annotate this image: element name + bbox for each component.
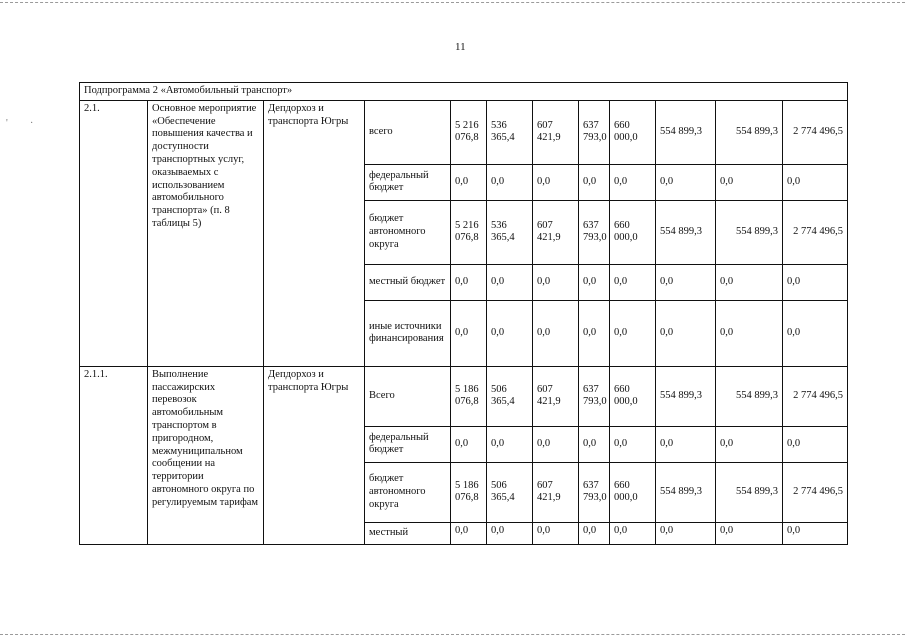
value-cell: 0,0 xyxy=(451,300,487,366)
funding-source: иные источники финансирования xyxy=(365,300,451,366)
funding-source: бюджет автономного округа xyxy=(365,200,451,264)
value-cell: 536 365,4 xyxy=(487,200,533,264)
value-cell: 554 899,3 xyxy=(656,100,716,164)
value-cell: 2 774 496,5 xyxy=(783,366,848,426)
measure-name: Основное мероприятие «Обеспечение повышения качества и доступности транспортных услуг, оказываемых с использованием автомобильного транспорта» (п. 8 таблицы 5) xyxy=(148,100,264,366)
value-cell: 554 899,3 xyxy=(656,366,716,426)
value-cell: 2 774 496,5 xyxy=(783,462,848,522)
value-cell: 0,0 xyxy=(487,164,533,200)
value-cell: 0,0 xyxy=(656,522,716,544)
measure-name: Выполнение пассажирских перевозок автомобильным транспортом в пригородном, межмуниципальном сообщении на территории автономного округа по регулируемым тарифам xyxy=(148,366,264,544)
value-cell: 0,0 xyxy=(716,426,783,462)
funding-source: федеральный бюджет xyxy=(365,164,451,200)
value-cell: 0,0 xyxy=(533,264,579,300)
value-cell: 660 000,0 xyxy=(610,100,656,164)
value-cell: 0,0 xyxy=(783,426,848,462)
value-cell: 0,0 xyxy=(783,264,848,300)
measure-executor: Депдорхоз и транспорта Югры xyxy=(264,100,365,366)
value-cell: 660 000,0 xyxy=(610,200,656,264)
value-cell: 637 793,0 xyxy=(579,366,610,426)
subprogram-row xyxy=(80,83,848,101)
value-cell: 554 899,3 xyxy=(656,462,716,522)
value-cell: 5 186 076,8 xyxy=(451,366,487,426)
value-cell: 2 774 496,5 xyxy=(783,200,848,264)
value-cell: 0,0 xyxy=(487,522,533,544)
value-cell: 0,0 xyxy=(579,522,610,544)
scan-mark: ' xyxy=(6,118,8,129)
value-cell: 536 365,4 xyxy=(487,100,533,164)
value-cell: 0,0 xyxy=(716,264,783,300)
table-row xyxy=(80,366,848,426)
value-cell: 0,0 xyxy=(533,164,579,200)
value-cell: 607 421,9 xyxy=(533,462,579,522)
value-cell: 607 421,9 xyxy=(533,100,579,164)
value-cell: 0,0 xyxy=(451,522,487,544)
value-cell: 5 216 076,8 xyxy=(451,100,487,164)
page-number: 11 xyxy=(455,41,466,53)
bottom-scan-edge xyxy=(0,634,905,635)
value-cell: 637 793,0 xyxy=(579,200,610,264)
value-cell: 0,0 xyxy=(656,264,716,300)
value-cell: 0,0 xyxy=(610,426,656,462)
value-cell: 5 216 076,8 xyxy=(451,200,487,264)
value-cell: 0,0 xyxy=(656,300,716,366)
measure-code: 2.1.1. xyxy=(80,366,148,544)
value-cell: 0,0 xyxy=(487,264,533,300)
value-cell: 0,0 xyxy=(716,164,783,200)
value-cell: 5 186 076,8 xyxy=(451,462,487,522)
scan-mark: · xyxy=(30,118,34,129)
value-cell: 0,0 xyxy=(533,300,579,366)
value-cell: 554 899,3 xyxy=(716,100,783,164)
value-cell: 0,0 xyxy=(656,426,716,462)
subprogram-title: Подпрограмма 2 «Автомобильный транспорт» xyxy=(80,83,848,101)
value-cell: 0,0 xyxy=(533,426,579,462)
value-cell: 0,0 xyxy=(783,164,848,200)
value-cell: 554 899,3 xyxy=(656,200,716,264)
value-cell: 0,0 xyxy=(610,264,656,300)
value-cell: 660 000,0 xyxy=(610,462,656,522)
funding-source: местный бюджет xyxy=(365,264,451,300)
value-cell: 554 899,3 xyxy=(716,366,783,426)
value-cell: 506 365,4 xyxy=(487,462,533,522)
top-scan-edge xyxy=(0,2,905,3)
funding-source: всего xyxy=(365,100,451,164)
value-cell: 0,0 xyxy=(451,426,487,462)
value-cell: 554 899,3 xyxy=(716,462,783,522)
value-cell: 506 365,4 xyxy=(487,366,533,426)
value-cell: 554 899,3 xyxy=(716,200,783,264)
funding-source: федеральный бюджет xyxy=(365,426,451,462)
value-cell: 607 421,9 xyxy=(533,200,579,264)
value-cell: 0,0 xyxy=(533,522,579,544)
value-cell: 0,0 xyxy=(579,164,610,200)
value-cell: 0,0 xyxy=(451,164,487,200)
value-cell: 0,0 xyxy=(716,300,783,366)
financing-table xyxy=(79,82,848,545)
value-cell: 0,0 xyxy=(783,300,848,366)
value-cell: 637 793,0 xyxy=(579,462,610,522)
value-cell: 0,0 xyxy=(451,264,487,300)
table-row xyxy=(80,100,848,164)
value-cell: 0,0 xyxy=(487,426,533,462)
value-cell: 0,0 xyxy=(579,426,610,462)
value-cell: 660 000,0 xyxy=(610,366,656,426)
value-cell: 0,0 xyxy=(783,522,848,544)
measure-executor: Депдорхоз и транспорта Югры xyxy=(264,366,365,544)
value-cell: 637 793,0 xyxy=(579,100,610,164)
value-cell: 0,0 xyxy=(579,300,610,366)
value-cell: 0,0 xyxy=(716,522,783,544)
value-cell: 0,0 xyxy=(656,164,716,200)
value-cell: 607 421,9 xyxy=(533,366,579,426)
funding-source: местный xyxy=(365,522,451,544)
value-cell: 0,0 xyxy=(487,300,533,366)
funding-source: Всего xyxy=(365,366,451,426)
measure-code: 2.1. xyxy=(80,100,148,366)
value-cell: 0,0 xyxy=(610,522,656,544)
value-cell: 2 774 496,5 xyxy=(783,100,848,164)
funding-source: бюджет автономного округа xyxy=(365,462,451,522)
value-cell: 0,0 xyxy=(610,164,656,200)
value-cell: 0,0 xyxy=(579,264,610,300)
value-cell: 0,0 xyxy=(610,300,656,366)
